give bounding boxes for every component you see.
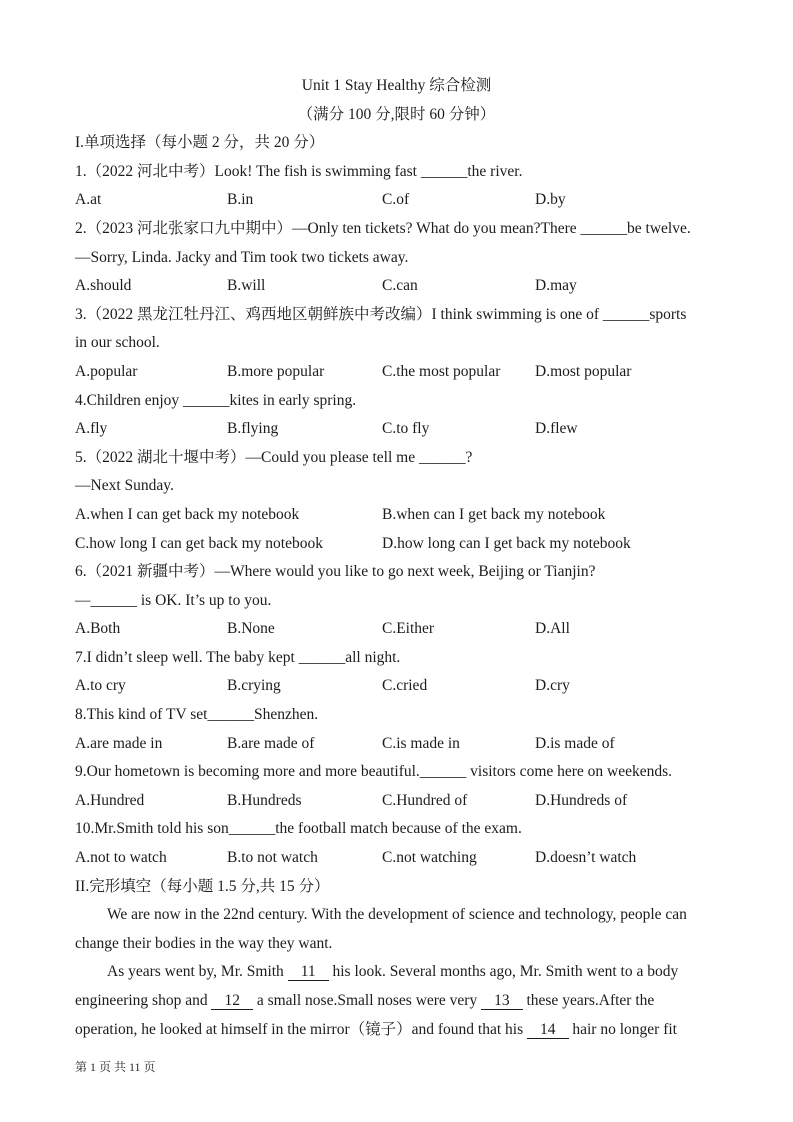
- option-a: A.when I can get back my notebook: [75, 505, 300, 523]
- cloze-text: As years went by, Mr. Smith: [107, 963, 288, 981]
- option-a: A.not to watch: [75, 849, 167, 867]
- option-d: D.doesn’t watch: [535, 849, 637, 867]
- question-6-text: 6.（2021 新疆中考）—Where would you like to go next week, Beijing or Tianjin?: [75, 563, 596, 581]
- option-a: A.Both: [75, 620, 121, 638]
- question-2-text: 2.（2023 河北张家口九中期中）—Only ten tickets? What do you mean?There ______be twelve.: [75, 219, 691, 237]
- option-b: B.will: [227, 277, 266, 295]
- cloze-text: these years.After the: [522, 992, 655, 1009]
- cloze-blank-12: 12: [211, 992, 253, 1010]
- option-b: B.are made of: [227, 734, 315, 752]
- cloze-paragraph2-line3: [75, 1016, 718, 1045]
- question-4-text: 4.Children enjoy ______kites in early spring.: [75, 391, 357, 409]
- option-c: C.Hundred of: [382, 791, 468, 809]
- option-a: A.at: [75, 191, 102, 209]
- option-b: B.None: [227, 620, 275, 638]
- question-5-options-row2: [75, 530, 718, 559]
- option-c: C.of: [382, 191, 410, 209]
- option-a: A.Hundred: [75, 791, 145, 809]
- question-8-options: [75, 730, 718, 759]
- cloze-text: engineering shop and: [75, 992, 212, 1009]
- option-b: B.flying: [227, 420, 279, 438]
- option-a: A.should: [75, 277, 132, 295]
- cloze-blank-11: 11: [288, 963, 329, 981]
- option-d: D.by: [535, 191, 566, 209]
- question-5-text: 5.（2022 湖北十堰中考）—Could you please tell me ______?: [75, 448, 473, 466]
- question-3-text-line2: in our school.: [75, 334, 160, 352]
- option-b: B.more popular: [227, 362, 325, 380]
- question-8-text: 8.This kind of TV set______Shenzhen.: [75, 706, 319, 724]
- question-6-options: [75, 615, 718, 644]
- option-c: C.how long I can get back my notebook: [75, 534, 323, 552]
- question-10-options: [75, 844, 718, 873]
- cloze-blank-13: 13: [481, 992, 523, 1010]
- cloze-paragraph1-line1: We are now in the 22nd century. With the development of science and technology, people can: [107, 906, 687, 924]
- option-b: B.Hundreds: [227, 791, 302, 809]
- option-a: A.fly: [75, 420, 108, 438]
- question-2-text-line2: —Sorry, Linda. Jacky and Tim took two tickets away.: [75, 248, 409, 266]
- question-6-text-line2: —______ is OK. It’s up to you.: [75, 591, 272, 609]
- option-c: C.not watching: [382, 849, 477, 867]
- option-b: B.crying: [227, 677, 281, 695]
- cloze-paragraph1-line2: change their bodies in the way they want.: [75, 934, 333, 952]
- option-b: B.in: [227, 191, 254, 209]
- question-5-text-line2: —Next Sunday.: [75, 477, 174, 495]
- section-1-heading: I.单项选择（每小题 2 分，共 20 分）: [75, 134, 325, 152]
- question-3-text: 3.（2022 黑龙江牡丹江、鸡西地区朝鲜族中考改编）I think swimming is one of ______sports: [75, 305, 687, 323]
- question-9-text: 9.Our hometown is becoming more and more beautiful.______ visitors come here on weekends.: [75, 763, 673, 781]
- option-d: D.Hundreds of: [535, 791, 628, 809]
- question-1-options: [75, 186, 718, 215]
- option-d: D.most popular: [535, 362, 632, 380]
- cloze-text: operation, he looked at himself in the mirror（镜子）and found that his: [75, 1020, 527, 1038]
- question-7-text: 7.I didn’t sleep well. The baby kept ______all night.: [75, 648, 401, 666]
- option-c: C.Either: [382, 620, 435, 638]
- option-c: C.cried: [382, 677, 428, 695]
- option-a: A.are made in: [75, 734, 163, 752]
- option-c: C.the most popular: [382, 362, 501, 380]
- page-content: [75, 72, 718, 1044]
- option-d: D.flew: [535, 420, 578, 438]
- question-2-options: [75, 272, 718, 301]
- option-b: B.to not watch: [227, 849, 318, 867]
- section-2-heading: II.完形填空（每小题 1.5 分,共 15 分）: [75, 877, 330, 895]
- cloze-paragraph2-line2: [75, 987, 718, 1016]
- question-9-options: [75, 787, 718, 816]
- page-footer: 第 1 页 共 11 页: [75, 1060, 156, 1074]
- cloze-text: his look. Several months ago, Mr. Smith went to a body: [328, 963, 679, 981]
- option-d: D.how long can I get back my notebook: [382, 534, 631, 552]
- option-a: A.popular: [75, 362, 138, 380]
- option-d: D.may: [535, 277, 577, 295]
- option-c: C.is made in: [382, 734, 460, 752]
- option-a: A.to cry: [75, 677, 126, 695]
- question-5-options-row1: [75, 501, 718, 530]
- option-c: C.can: [382, 277, 418, 295]
- question-3-options: [75, 358, 718, 387]
- cloze-paragraph2-line1: [75, 958, 718, 987]
- cloze-text: a small nose.Small noses were very: [252, 992, 482, 1009]
- question-1-text: 1.（2022 河北中考）Look! The fish is swimming fast ______the river.: [75, 162, 523, 180]
- option-c: C.to fly: [382, 420, 430, 438]
- cloze-blank-14: 14: [527, 1021, 569, 1039]
- question-10-text: 10.Mr.Smith told his son______the football match because of the exam.: [75, 820, 522, 838]
- page-title: Unit 1 Stay Healthy 综合检测: [301, 77, 492, 94]
- page-subtitle: （满分 100 分,限时 60 分钟）: [297, 105, 496, 123]
- question-7-options: [75, 672, 718, 701]
- option-d: D.All: [535, 620, 570, 638]
- question-4-options: [75, 415, 718, 444]
- option-d: D.is made of: [535, 734, 615, 752]
- option-b: B.when can I get back my notebook: [382, 505, 606, 523]
- cloze-text: hair no longer fit: [568, 1020, 677, 1038]
- option-d: D.cry: [535, 677, 570, 695]
